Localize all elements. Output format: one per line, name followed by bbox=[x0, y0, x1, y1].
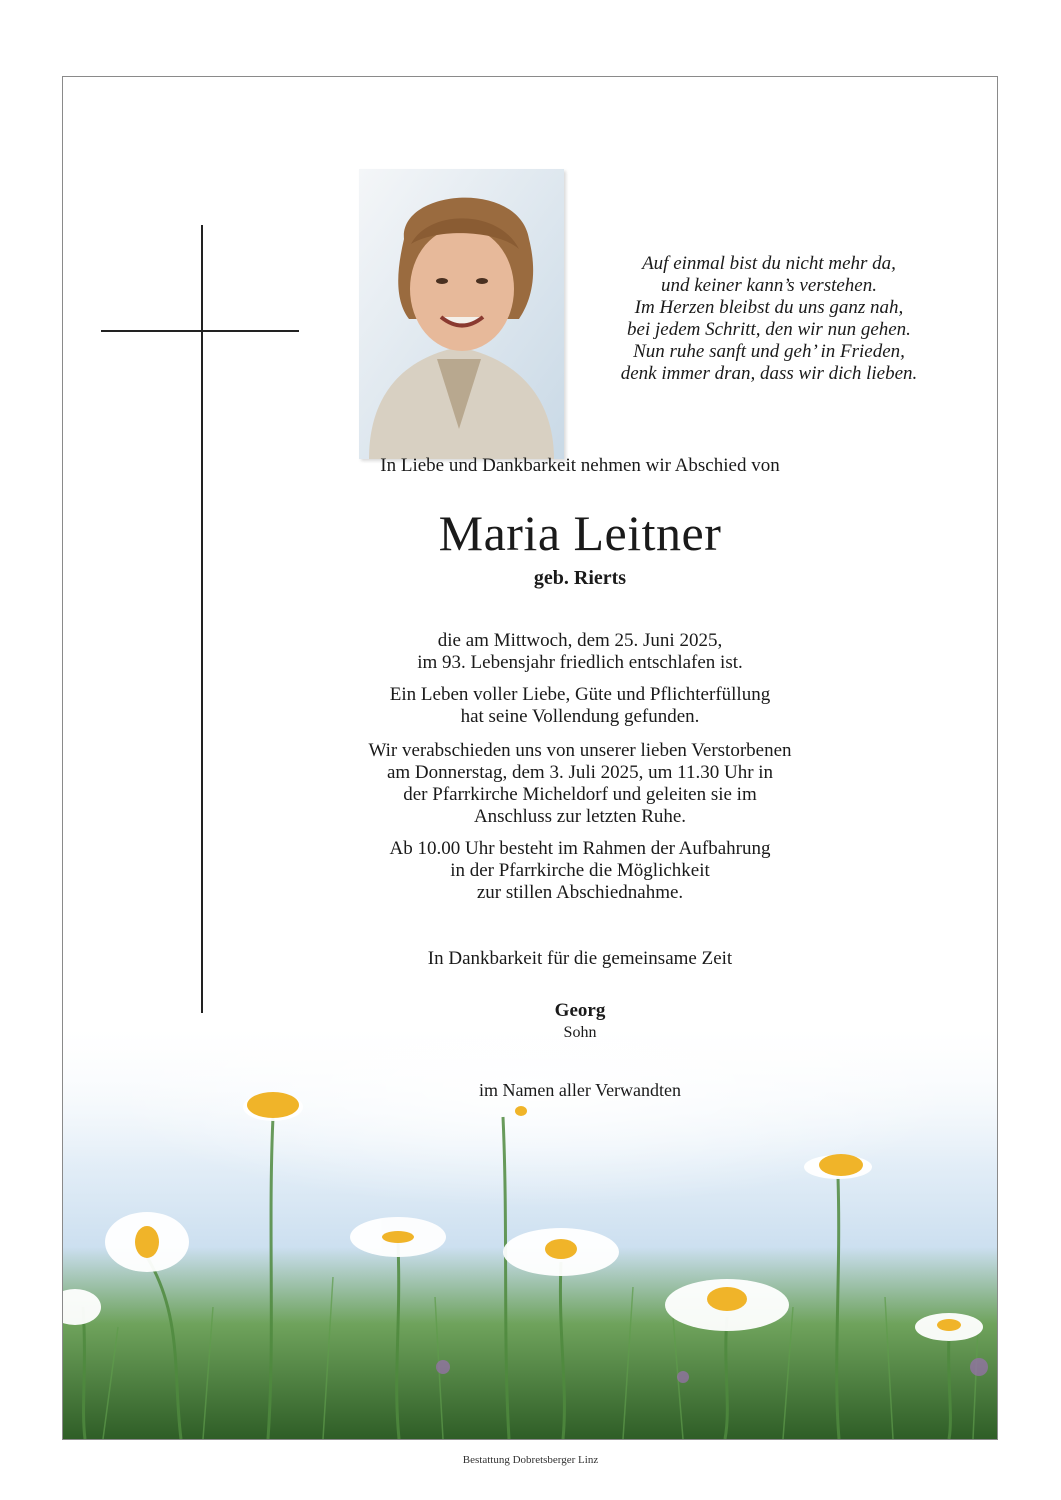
death-paragraph bbox=[200, 630, 960, 674]
memorial-poem bbox=[569, 253, 969, 385]
poem-line: Im Herzen bleibst du uns ganz nah, bbox=[634, 297, 904, 318]
text-line: am Donnerstag, dem 3. Juli 2025, um 11.30 Uhr in bbox=[386, 762, 774, 783]
text-line: in der Pfarrkirche die Möglichkeit bbox=[450, 860, 710, 881]
poem-line: Auf einmal bist du nicht mehr da, bbox=[642, 253, 896, 274]
poem-line: und keiner kann’s verstehen. bbox=[661, 275, 877, 296]
text-line: der Pfarrkirche Micheldorf und geleiten sie im bbox=[403, 784, 757, 805]
text-line: die am Mittwoch, dem 25. Juni 2025, bbox=[437, 630, 723, 651]
poem-line: denk immer dran, dass wir dich lieben. bbox=[620, 363, 918, 384]
poem-line: bei jedem Schritt, den wir nun gehen. bbox=[627, 319, 911, 340]
deceased-name: Maria Leitner bbox=[438, 505, 722, 561]
text-line: Wir verabschieden uns von unserer lieben Verstorbenen bbox=[368, 740, 792, 761]
intro-text: In Liebe und Dankbarkeit nehmen wir Abschied von bbox=[380, 455, 780, 476]
closing-text: In Dankbarkeit für die gemeinsame Zeit bbox=[427, 948, 733, 969]
text-line: Anschluss zur letzten Ruhe. bbox=[473, 806, 687, 827]
funeral-home-credit: Bestattung Dobretsberger Linz bbox=[462, 1454, 599, 1466]
text-line: zur stillen Abschiednahme. bbox=[476, 882, 684, 903]
poem-line: Nun ruhe sanft und geh’ in Frieden, bbox=[633, 341, 905, 362]
text-line: im 93. Lebensjahr friedlich entschlafen ist. bbox=[417, 652, 743, 673]
text-line: Ein Leben voller Liebe, Güte und Pflichterfüllung bbox=[389, 684, 771, 705]
life-paragraph bbox=[200, 684, 960, 728]
portrait-photo bbox=[359, 169, 564, 459]
signer-relation: Sohn bbox=[563, 1024, 597, 1041]
relatives-text: im Namen aller Verwandten bbox=[478, 1080, 682, 1100]
funeral-paragraph bbox=[200, 740, 960, 828]
text-line: hat seine Vollendung gefunden. bbox=[460, 706, 700, 727]
text-line: Ab 10.00 Uhr besteht im Rahmen der Aufbahrung bbox=[389, 838, 771, 859]
latin-cross-bar bbox=[101, 330, 299, 332]
signer-name: Georg bbox=[554, 1000, 606, 1021]
maiden-name: geb. Rierts bbox=[533, 567, 627, 589]
viewing-paragraph bbox=[200, 838, 960, 904]
